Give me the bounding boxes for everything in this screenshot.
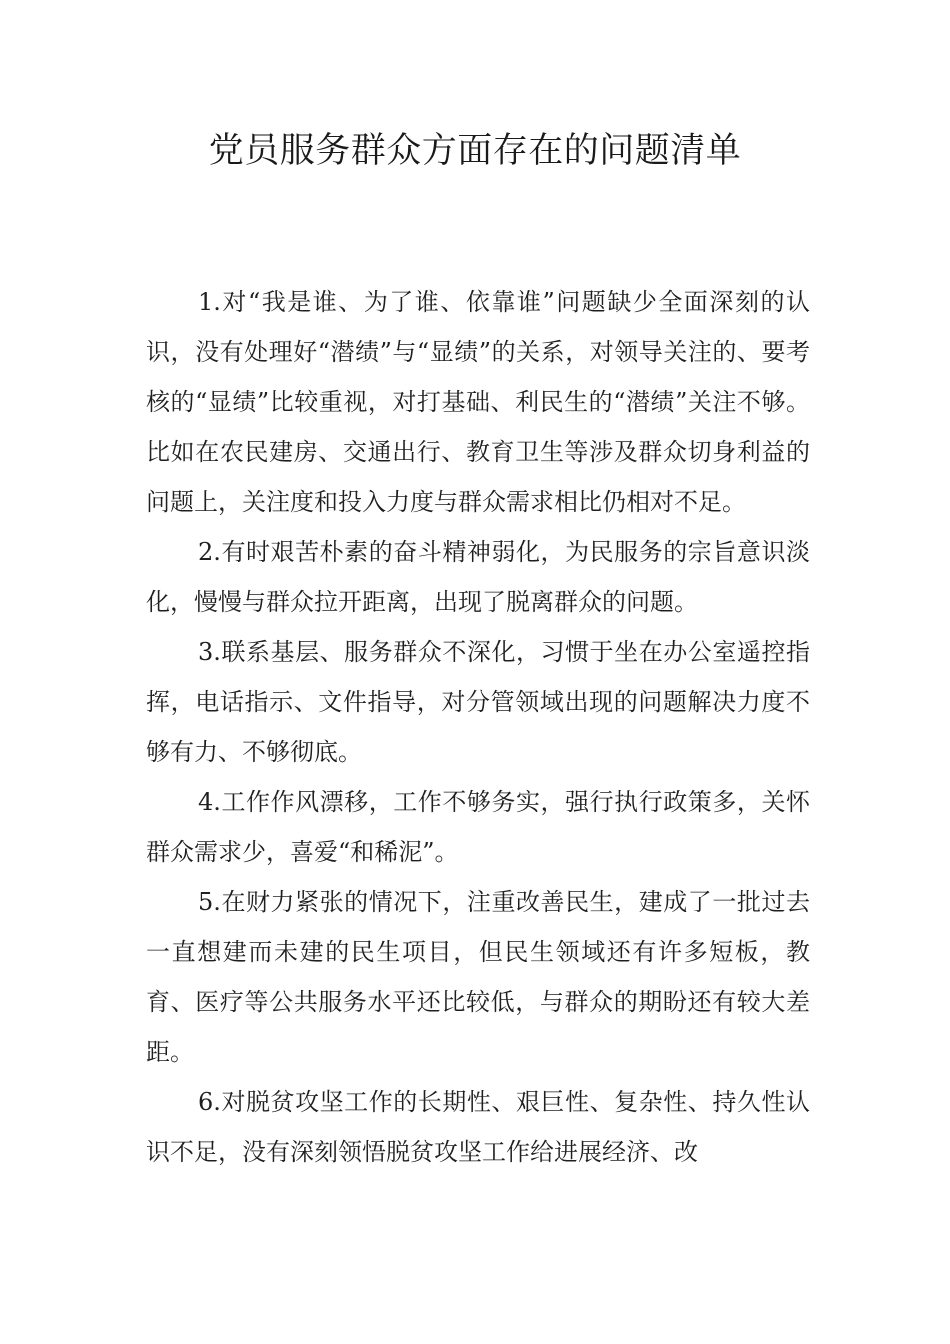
paragraph-1: 1.对“我是谁、为了谁、依靠谁”问题缺少全面深刻的认识，没有处理好“潜绩”与“显绩”的关系，对领导关注的、要考核的“显绩”比较重视，对打基础、利民生的“潜绩”关注不够。比如在农民建房、交通出行、教育卫生等涉及群众切身利益的问题上，关注度和投入力度与群众需求相比仍相对不足。 [146,288,810,516]
paragraph-5: 5.在财力紧张的情况下，注重改善民生，建成了一批过去一直想建而未建的民生项目，但民生领域还有许多短板，教育、医疗等公共服务水平还比较低，与群众的期盼还有较大差距。 [146,888,810,1066]
document-title: 党员服务群众方面存在的问题清单 [208,131,742,171]
paragraph-6: 6.对脱贫攻坚工作的长期性、艰巨性、复杂性、持久性认识不足，没有深刻领悟脱贫攻坚工作给进展经济、改 [146,1088,810,1166]
document-body [146,277,810,1177]
paragraph-3: 3.联系基层、服务群众不深化，习惯于坐在办公室遥控指挥，电话指示、文件指导，对分管领域出现的问题解决力度不够有力、不够彻底。 [146,638,810,766]
paragraph-2: 2.有时艰苦朴素的奋斗精神弱化，为民服务的宗旨意识淡化，慢慢与群众拉开距离，出现了脱离群众的问题。 [146,538,810,616]
paragraph-4: 4.工作作风漂移，工作不够务实，强行执行政策多，关怀群众需求少，喜爱“和稀泥”。 [146,788,810,866]
